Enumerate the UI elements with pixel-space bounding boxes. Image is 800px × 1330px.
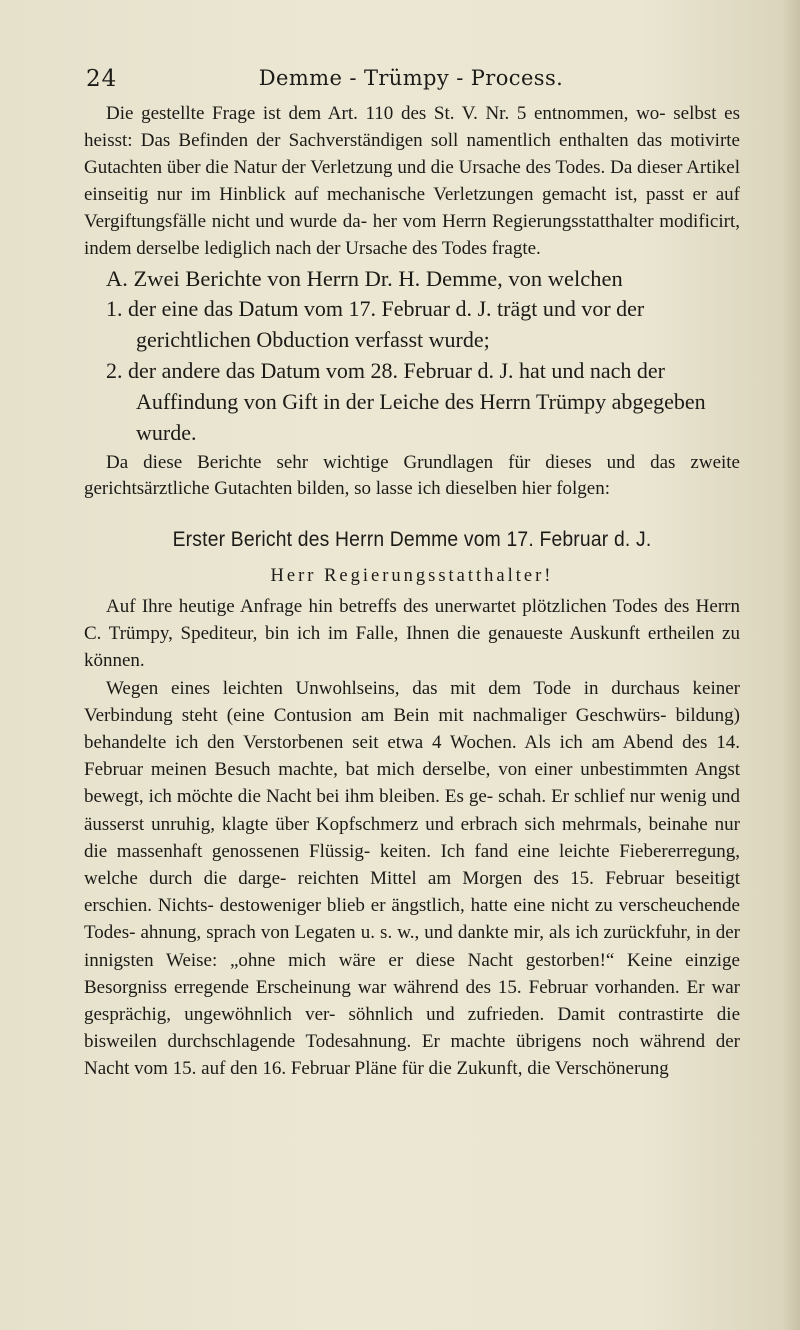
report-list	[84, 293, 740, 448]
letter-paragraph: Auf Ihre heutige Anfrage hin betreffs des unerwartet plötzlichen Todes des Herrn C. Trümpy, Spediteur, bin ich im Falle, Ihnen die genaueste Auskunft ertheilen zu können.	[84, 596, 740, 672]
page-number: 24	[86, 66, 118, 92]
page-edge-shadow	[782, 0, 800, 1330]
list-item: 2. der andere das Datum vom 28. Februar d. J. hat und nach der Auffindung von Gift in der Leiche des Herrn Trümpy abgegeben wurde.	[106, 358, 706, 445]
section-a-heading: A. Zwei Berichte von Herrn Dr. H. Demme, von welchen	[106, 266, 623, 291]
after-list-paragraph: Da diese Berichte sehr wichtige Grundlagen für dieses und das zweite gerichtsärztliche Gutachten bilden, so lasse ich dieselben hier folgen:	[84, 452, 740, 499]
body-text	[84, 100, 740, 1083]
page-header	[86, 62, 736, 96]
report-title: Erster Bericht des Herrn Demme vom 17. Februar d. J.	[172, 528, 652, 551]
running-title: Demme - Trümpy - Process.	[258, 66, 564, 90]
intro-paragraph: Die gestellte Frage ist dem Art. 110 des St. V. Nr. 5 entnommen, wo- selbst es heisst: Das Befinden der Sachverständigen soll namentlich enthalten das motivirte Gutachten über die Natur der Verletzung und die Ursache des Todes. Da dieser Artikel einseitig nur im Hinblick auf mechanische Verletzungen gemacht ist, passt er auf Vergiftungsfälle nicht und wurde da- her vom Herrn Regierungsstatthalter modificirt, indem derselbe lediglich nach der Ursache des Todes fragte.	[84, 103, 740, 259]
salutation: Herr Regierungsstatthalter!	[270, 566, 554, 586]
list-item: 1. der eine das Datum vom 17. Februar d. J. trägt und vor der gerichtlichen Obduction verfasst wurde;	[106, 296, 645, 352]
letter-paragraph: Wegen eines leichten Unwohlseins, das mit dem Tode in durchaus keiner Verbindung steht (eine Contusion am Bein mit nachmaliger Geschwürs- bildung) behandelte ich den Verstorbenen seit etwa 4 Wochen. Als ich am Abend des 14. Februar meinen Besuch machte, bat mich derselbe, von einer unbestimmten Angst bewegt, ich möchte die Nacht bei ihm bleiben. Es ge- schah. Er schlief nur wenig und äusserst unruhig, klagte über Kopfschmerz und erbrach sich mehrmals, beinahe nur die massenhaft genossenen Flüssig- keiten. Ich fand eine leichte Fiebererregung, welche durch die darge- reichten Mittel am Morgen des 15. Februar beseitigt erschien. Nichts- destoweniger blieb er ängstlich, hatte eine nicht zu verscheuchende Todes- ahnung, sprach von Legaten u. s. w., und dankte mir, als ich zurückfuhr, in der innigsten Weise: „ohne mich wäre er diese Nacht gestorben!“ Keine einzige Besorgniss erregende Erscheinung war während des 15. Februar vorhanden. Er war gesprächig, ungewöhnlich ver- söhnlich und zufrieden. Damit contrastirte die bisweilen durchschlagende Todesahnung. Er machte übrigens noch während der Nacht vom 15. auf den 16. Februar Pläne für die Zukunft, die Verschönerung	[84, 677, 740, 1080]
